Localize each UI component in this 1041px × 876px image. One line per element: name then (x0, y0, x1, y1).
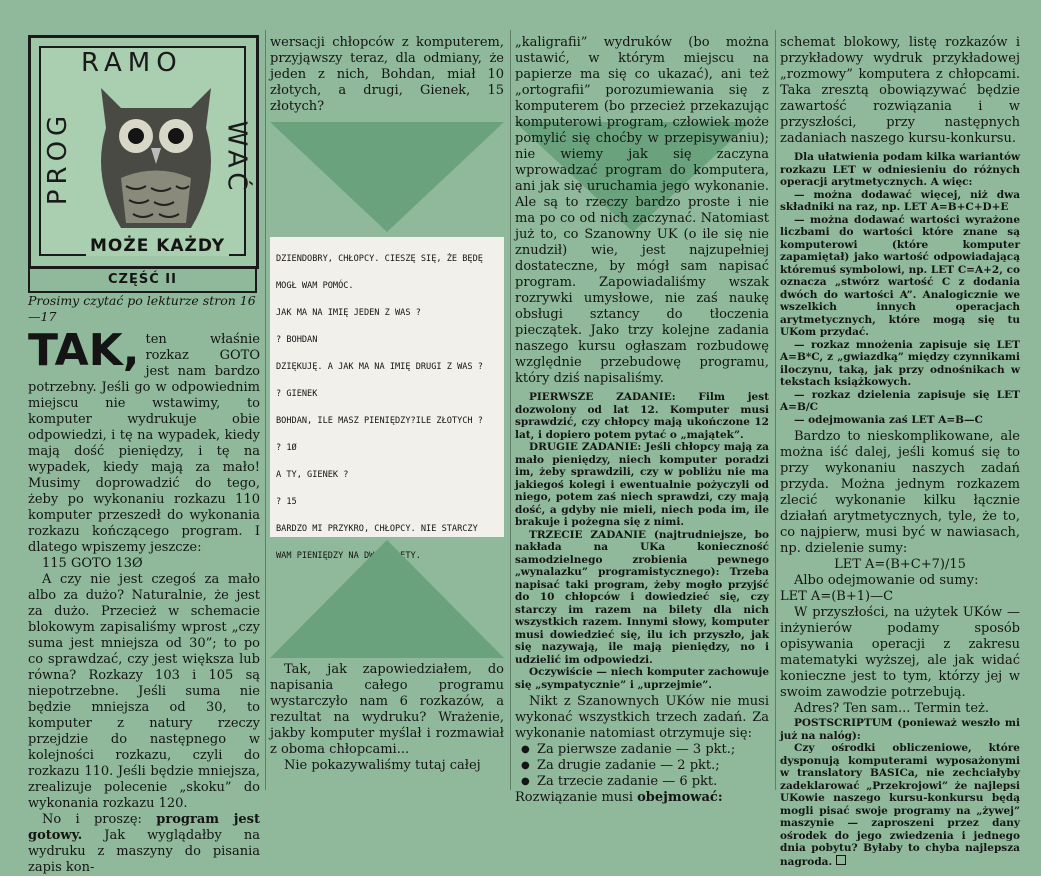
formula: LET A=(B+1)—C (780, 589, 894, 604)
paragraph-text: Jak wyglądałby na wydruku z maszyny do pisania zapis kon- (28, 828, 260, 875)
logo-word-ramo: RAMO (81, 48, 183, 78)
logo-frame (39, 46, 252, 256)
paragraph: A czy nie jest czegoś za mało albo za dużo? Naturalnie, że jest za dużo. Przecież w schemacie blokowym zapisaliśmy wprost „czy suma jest mniejsza od 30”; to po co sprawdzać, czy jest większa lub równa? Rozkazy 103 i 105 są niepotrzebne. Jeśli suma nie będzie mniejsza od 30, to komputer z natury rzeczy przejdzie do następnego w kolejności rozkazu, czyli do rozkazu 110. Jeśli będzie mniejsza, zrealizuje polecenie „skoku” do wykonania rozkazu 120. (28, 572, 260, 811)
list-item: ● Za trzecie zadanie — 6 pkt. (515, 774, 769, 790)
side-note: — można dodawać wartości wyrażone liczbami do wartości które znane są komputerowi (które komputer zapamiętał) jako wartość odpowiadającą któremuś symbolowi, np. LET C=A+2, co oznacza „stwórz wartość C z dodania dwóch do wartości A”. Analogicznie we wszelkich innych operacjach arytmetycznych, które mogą się tu UKom przydać. (780, 213, 1020, 338)
logo-word-prog: PROG (43, 110, 74, 206)
paragraph: wersacji chłopców z komputerem, przyjąwszy teraz, dla odmiany, że jeden z nich, Bohdan, miał 10 złotych, a drugi, Gienek, 15 złotych? (270, 35, 504, 114)
column-3 (515, 35, 769, 806)
paragraph: Bardzo to nieskomplikowane, ale można iść dalej, jeśli komuś się to przy wykonaniu naszych zadań przyda. Można jednym rozkazem zlecić wykonanie kilku łącznie działań arytmetycznych, tyle, że to, co najpierw, musi być w nawiasach, np. dzielenie sumy: (780, 429, 1020, 556)
task-heading: PIERWSZE ZADANIE: (529, 391, 676, 403)
side-note: — rozkaz dzielenia zapisuje się LET A=B/C (780, 388, 1020, 413)
paragraph: schemat blokowy, listę rozkazów i przykładowy wydruk przykładowej „rozmowy” komputera z chłopcami. Taka zresztą obowiązywać będzie zawartość rozwiązania i w przyszłości, przy następnych zadaniach naszego kursu-konkursu. (780, 35, 1020, 146)
printout-line: DZIENDOBRY, CHŁOPCY. CIESZĘ SIĘ, ŻE BĘDĘ (276, 254, 483, 264)
printout-line: ? BOHDAN (276, 335, 318, 345)
drop-cap: TAK, (28, 325, 140, 376)
decorative-triangle (270, 122, 504, 232)
printout-line: BOHDAN, ILE MASZ PIENIĘDZY?ILE ZŁOTYCH ? (276, 416, 483, 426)
side-note: Dla ułatwienia podam kilka wariantów rozkazu LET w odniesieniu do różnych operacji arytmetycznych. A więc: (780, 151, 1020, 188)
paragraph-text: Rozwiązanie musi (515, 790, 638, 805)
owl-illustration (81, 68, 231, 243)
logo-word-wac: WAĆ (221, 120, 252, 196)
printout-line: DZIĘKUJĘ. A JAK MA NA IMIĘ DRUGI Z WAS ? (276, 362, 483, 372)
emphasis-text: obejmować: (637, 790, 723, 805)
column-rule (775, 30, 776, 790)
computer-printout (270, 237, 504, 561)
task-text: Film jest dozwolony od lat 12. Komputer musi sprawdzić, czy chłopcy mają ukończone 12 lat, i dopiero potem pytać o „majątek”. (515, 391, 769, 441)
paragraph: Tak, jak zapowiedziałem, do napisania całego programu wystarczyło nam 6 rozkazów, a rezultat na wydruku? Wrażenie, jakby komputer myślał i rozmawiał z oboma chłopcami... (270, 662, 504, 757)
paragraph-text: ten właśnie rozkaz GOTO jest nam bardzo potrzebny. Jeśli go w odpowiednim miejscu nie wstawimy, to komputer wydrukuje obie odpowiedzi, i tę na wypadek, kiedy mają dość pieniędzy, i tę na wypadek, kiedy mają za mało! Musimy doprowadzić do tego, żeby po wykonaniu rozkazu 110 komputer przeszedł do wykonania rozkazu kończącego program. I dlatego wpiszemy jeszcze: (28, 332, 260, 555)
part-label: CZĘŚĆ II (28, 267, 257, 293)
formula: LET A=(B+C+7)/15 (834, 557, 966, 572)
task-heading: TRZECIE ZADANIE (529, 528, 646, 541)
task-2 (515, 441, 769, 529)
postscript-heading: POSTSCRIPTUM (794, 717, 893, 729)
printout-line: ? GIENEK (276, 389, 318, 399)
paragraph: Nikt z Szanownych UKów nie musi wykonać wszystkich trzech zadań. Za wykonanie natomiast otrzymuje się: (515, 694, 769, 741)
programowac-logo (28, 35, 259, 269)
paragraph: Albo odejmowanie od sumy: (794, 573, 979, 588)
paragraph: Nie pokazywaliśmy tutaj całej (284, 758, 481, 773)
column-rule (265, 30, 266, 790)
task-text: (najtrudniejsze, bo nakłada na UKa konieczność samodzielnego zrobienia pewnego „wynalazku” programistycznego): Trzeba napisać taki program, żeby mogło przyjść do 10 chłopców i dowiedzieć się, czy starczy im razem na bilety dla nich wszystkich razem. Innymi słowy, komputer musi dowiedzieć się, ilu ich przyszło, jak się nazywają, ile mają pieniędzy, no i udzielić im odpowiedzi. (515, 528, 769, 666)
logo-word-moze-kazdy: MOŻE KAŻDY (86, 236, 229, 256)
emphasis-text: program jest gotowy. (28, 812, 260, 843)
reading-note: Prosimy czytać po lekturze stron 16—17 (28, 293, 256, 324)
task-note: Oczywiście — niech komputer zachowuje się „sympatycznie” i „uprzejmie”. (515, 666, 769, 691)
side-note: — odejmowania zaś LET A=B—C (794, 413, 983, 426)
points-list (515, 742, 769, 790)
printout-line: A TY, GIENEK ? (276, 470, 349, 480)
paragraph: „kaligrafii” wydruków (bo można ustawić, w którym miejscu na papierze ma się co ukazać), ani też „ortografii” porozumiewania się z komputerem (bo przecież przekazując komputerowi program, człowiek może pomylić się choćby w przepisywaniu); nie wiemy jak się zaczyna wprowadzać program do komputera, ani jak się uruchamia jego wykonanie. Ale są to rzeczy bardzo proste i nie ma po co od nich zaczynać. Natomiast już to, co Szanowny UK (o ile się nie znudził) wie, jest najzupełniej dostateczne, by mógł sam napisać program. Zapowiadaliśmy wszak rozrywki umysłowe, nie zaś naukę obsługi sztancy do tłoczenia pieczątek. Jako trzy kolejne zadania naszego kursu ogłaszam rozbudowę względnie przebudowę programu, który dziś napisaliśmy. (515, 35, 769, 386)
list-item: ● Za drugie zadanie — 2 pkt.; (515, 758, 769, 774)
task-heading: DRUGIE ZADANIE: (529, 441, 642, 453)
printout-line: ? 15 (276, 497, 297, 507)
side-note: — można dodawać więcej, niż dwa składniki na raz, np. LET A=B+C+D+E (780, 188, 1020, 213)
task-3 (515, 529, 769, 667)
column-rule (510, 30, 511, 790)
paragraph-text: Czy ośrodki obliczeniowe, które dysponują komputerami wyposażonymi w translatory BASICa, nie zechciałyby zadeklarować „Przekrojowi” że najlepsi UKowie naszego kursu-konkursu będą mogli pisać swoje programy na „żywej” maszynie — zaproszeni przez dany ośrodek do jego zwiedzenia i jednego dnia pobytu? Byłaby to chyba najlepsza nagroda. (780, 742, 1020, 868)
printout-line: WAM PIENIĘDZY NA DWA BILETY. (276, 551, 421, 561)
printout-line: MOGŁ WAM POMÓC. (276, 281, 354, 291)
paragraph-text: No i proszę: (42, 812, 157, 827)
paragraph: W przyszłości, na użytek UKów — inżynierów podamy sposób opisywania operacji z zakresu matematyki wyższej, ale jak widać konieczne jest to tym, którzy jej w swoim zawodzie potrzebują. (780, 605, 1020, 700)
task-text: Jeśli chłopcy mają za mało pieniędzy, niech komputer poradzi im, żeby sprawdzili, czy w pobliżu nie ma jakiegoś kolegi i ewentualnie pożyczyli od niego, potem zaś niech sprawdzi, czy mają dość, a gdyby nie mieli, niech poda im, ile brakuje i pożegna się z nimi. (515, 441, 769, 528)
postscript-intro: (ponieważ weszło mi już na nalóg): (780, 717, 1020, 742)
end-mark-icon (836, 855, 846, 865)
printout-line: BARDZO MI PRZYKRO, CHŁOPCY. NIE STARCZY (276, 524, 478, 534)
paragraph (515, 790, 769, 806)
printout-line: JAK MA NA IMIĘ JEDEN Z WAS ? (276, 308, 421, 318)
paragraph: Adres? Ten sam... Termin też. (794, 701, 989, 716)
printout-line: ? 1Ø (276, 443, 297, 453)
column-2-bottom (270, 662, 504, 774)
list-item: ● Za pierwsze zadanie — 3 pkt.; (515, 742, 769, 758)
postscript-text (780, 742, 1020, 868)
paragraph (28, 325, 260, 556)
code-line: 115 GOTO 13Ø (42, 556, 143, 571)
side-note: — rozkaz mnożenia zapisuje się LET A=B*C, z „gwiazdką” między czynnikami iloczynu, taką, jak przy odnośnikach w tekstach książkowych. (780, 338, 1020, 388)
task-1 (515, 391, 769, 441)
postscript (780, 717, 1020, 742)
paragraph (28, 812, 260, 876)
column-2-top (270, 35, 504, 115)
column-4 (780, 35, 1020, 868)
decorative-triangle (270, 540, 504, 658)
column-1 (28, 325, 260, 876)
